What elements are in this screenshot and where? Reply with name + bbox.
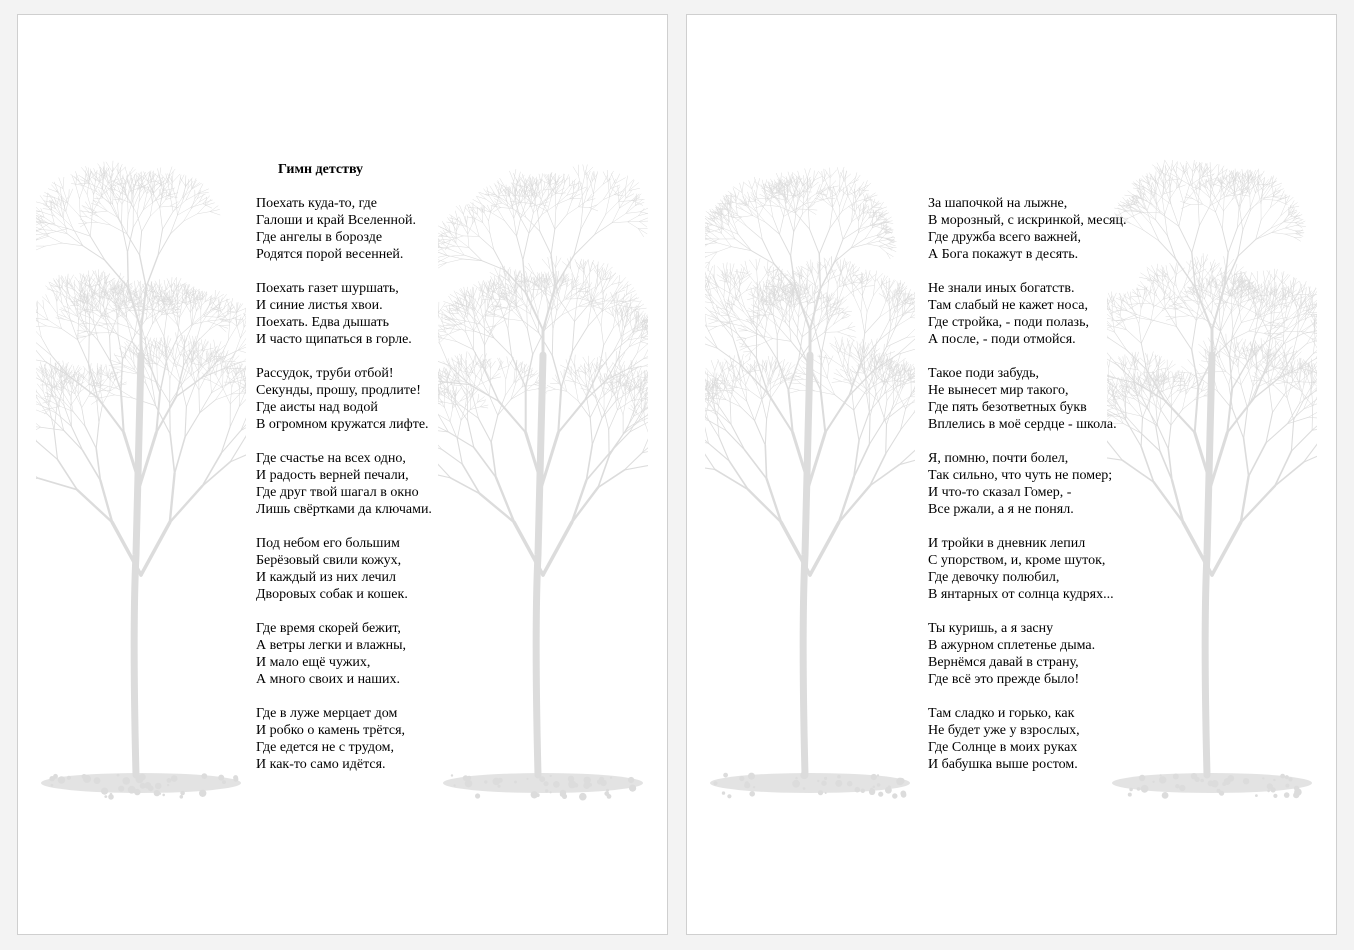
poem-line: Где аисты над водой xyxy=(256,400,378,415)
stanza xyxy=(928,195,1126,263)
poem-line: И синие листья хвои. xyxy=(256,298,383,313)
poem-line: Где в луже мерцает дом xyxy=(256,706,398,721)
poem-line: А много своих и наших. xyxy=(256,672,401,687)
page-1 xyxy=(17,14,668,935)
poem-line: Такое поди забудь, xyxy=(928,366,1040,381)
poem-line: С упорством, и, кроме шуток, xyxy=(928,553,1106,568)
stanza xyxy=(256,365,432,433)
poem-line: Где ангелы в борозде xyxy=(256,230,383,245)
poem-line: А Бога покажут в десять. xyxy=(928,247,1079,262)
poem-line: В морозный, с искринкой, месяц. xyxy=(928,213,1127,228)
tree-watermark-icon xyxy=(36,155,246,825)
poem-line: Поехать. Едва дышать xyxy=(256,315,389,330)
stanza xyxy=(256,620,432,688)
poem-line: И часто щипаться в горле. xyxy=(256,332,412,347)
poem-line: Так сильно, что чуть не помер; xyxy=(928,468,1113,483)
stanza xyxy=(928,365,1126,433)
poem-line: И мало ещё чужих, xyxy=(256,655,371,670)
poem-line: За шапочкой на лыжне, xyxy=(928,196,1068,211)
poem-line: А после, - поди отмойся. xyxy=(928,332,1076,347)
poem-line: Где счастье на всех одно, xyxy=(256,451,406,466)
poem-line: И как-то само идётся. xyxy=(256,757,386,772)
poem-line: И бабушка выше ростом. xyxy=(928,757,1078,772)
stanza xyxy=(928,535,1126,603)
poem-line: Вплелись в моё сердце - школа. xyxy=(928,417,1117,432)
poem-line: Где стройка, - поди полазь, xyxy=(928,315,1089,330)
tree-watermark-icon xyxy=(438,155,648,825)
poem-line: Поехать куда-то, где xyxy=(256,196,378,211)
poem-line: Где время скорей бежит, xyxy=(256,621,401,636)
stanza xyxy=(256,535,432,603)
poem-line: Дворовых собак и кошек. xyxy=(256,587,408,602)
poem-line: И что-то сказал Гомер, - xyxy=(928,485,1072,500)
poem-line: Не вынесет мир такого, xyxy=(928,383,1069,398)
page-2 xyxy=(686,14,1337,935)
poem-line: Не будет уже у взрослых, xyxy=(928,723,1080,738)
stanza xyxy=(256,450,432,518)
poem-line: Я, помню, почти болел, xyxy=(928,451,1069,466)
poem-line: Лишь свёртками да ключами. xyxy=(256,502,432,517)
stanza xyxy=(928,620,1126,688)
tree-watermark-icon xyxy=(1107,155,1317,825)
poem-line: Секунды, прошу, продлите! xyxy=(256,383,421,398)
poem-line: Галоши и край Вселенной. xyxy=(256,213,416,228)
stanza xyxy=(928,280,1126,348)
stanza xyxy=(256,280,432,348)
stanza xyxy=(928,450,1126,518)
stanza xyxy=(928,705,1126,773)
poem-line: А ветры легки и влажны, xyxy=(256,638,406,653)
poem-line: Где всё это прежде было! xyxy=(928,672,1080,687)
stanza xyxy=(256,195,432,263)
poem-line: И робко о камень трётся, xyxy=(256,723,406,738)
poem-line: Ты куришь, а я засну xyxy=(928,621,1054,636)
poem-line: Где девочку полюбил, xyxy=(928,570,1060,585)
poem-line: Родятся порой весенней. xyxy=(256,247,404,262)
poem-line: Не знали иных богатств. xyxy=(928,281,1075,296)
poem-body xyxy=(928,195,1126,773)
poem-line: И радость верней печали, xyxy=(256,468,409,483)
poem-line: Где едется не с трудом, xyxy=(256,740,395,755)
poem-body xyxy=(256,195,432,773)
poem-line: Там слабый не кажет носа, xyxy=(928,298,1088,313)
poem-title: Гимн детству xyxy=(278,162,364,177)
poem-line: Там сладко и горько, как xyxy=(928,706,1075,721)
poem-line: Где пять безответных букв xyxy=(928,400,1087,415)
poem-line: И каждый из них лечил xyxy=(256,570,396,585)
poem-line: В ажурном сплетенье дыма. xyxy=(928,638,1096,653)
poem-line: В янтарных от солнца кудрях... xyxy=(928,587,1114,602)
poem-line: Рассудок, труби отбой! xyxy=(256,366,394,381)
poem-line: Поехать газет шуршать, xyxy=(256,281,399,296)
poem-line: Берёзовый свили кожух, xyxy=(256,553,402,568)
poem-line: Где друг твой шагал в окно xyxy=(256,485,419,500)
poem-line: Под небом его большим xyxy=(256,536,400,551)
poem-line: В огромном кружатся лифте. xyxy=(256,417,429,432)
tree-watermark-icon xyxy=(705,155,915,825)
stanza xyxy=(256,705,432,773)
poem-line: Где дружба всего важней, xyxy=(928,230,1081,245)
poem-line: Где Солнце в моих руках xyxy=(928,740,1078,755)
poem-line: Все ржали, а я не понял. xyxy=(928,502,1074,517)
poem-line: Вернёмся давай в страну, xyxy=(928,655,1079,670)
poem-line: И тройки в дневник лепил xyxy=(928,536,1086,551)
